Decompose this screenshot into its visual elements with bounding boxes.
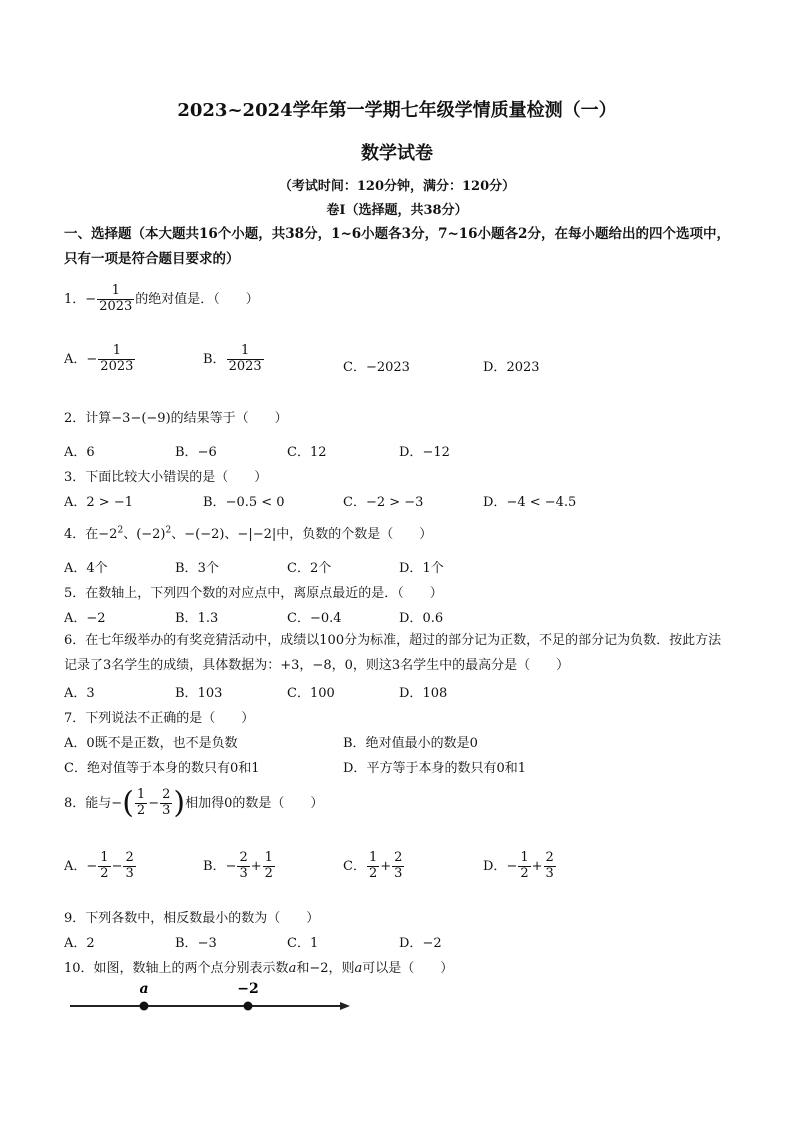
q9-option-b[interactable]: B．−3 [175, 936, 217, 951]
question-7: 7．下列说法不正确的是（ ） [64, 711, 255, 726]
q6-option-d[interactable]: D．108 [399, 686, 448, 701]
q4-option-a[interactable]: A．4个 [64, 561, 108, 576]
point-minus-2 [244, 1002, 253, 1011]
point-a [140, 1002, 149, 1011]
exam-note: （考试时间：120分钟，满分：120分） [278, 179, 516, 194]
section-title: 一、选择题（本大题共16个小题，共38分，1~6小题各3分，7~16小题各2分，在每小题给出的四个选项中，只有一项是符合题目要求的） [64, 226, 730, 267]
q1-option-d[interactable]: D．2023 [483, 360, 540, 375]
question-4: 4．在$-2^2$、$(-2)^2$、−(−2)、−|−2|中，负数的个数是（ ） [64, 525, 433, 542]
q8-option-c[interactable]: C． $\frac{1}{2}$ + $\frac{2}{3}$ [343, 850, 403, 881]
q3-option-b[interactable]: B．−0.5 < 0 [203, 495, 285, 510]
question-5: 5．在数轴上，下列四个数的对应点中，离原点最近的是．（ ） [64, 586, 443, 601]
q2-option-d[interactable]: D．−12 [399, 445, 450, 460]
q8-option-a[interactable]: A．− $\frac{1}{2}$ − $\frac{2}{3}$ [64, 850, 134, 881]
q3-option-c[interactable]: C．−2 > −3 [343, 495, 424, 510]
point-minus-2-label: −2 [237, 981, 259, 997]
q2-option-a[interactable]: A．6 [64, 445, 95, 460]
q6-option-a[interactable]: A．3 [64, 686, 95, 701]
fraction: $\frac{1}{2023}$ [99, 283, 133, 314]
q5-option-c[interactable]: C．−0.4 [287, 611, 342, 626]
q7-option-c[interactable]: C．绝对值等于本身的数只有0和1 [64, 761, 260, 776]
q1-option-a[interactable]: A．− $\frac{1}{2023}$ [64, 343, 134, 374]
q8-option-b[interactable]: B．− $\frac{2}{3}$ + $\frac{1}{2}$ [203, 850, 273, 881]
question-10: 10．如图，数轴上的两个点分别表示数a和−2，则a可以是（ ） [64, 961, 454, 976]
question-6: 6．在七年级举办的有奖竞猜活动中，成绩以100分为标准，超过的部分记为正数，不足的部分记为负数．按此方法记录了3名学生的成绩，具体数据为：+3，−8，0，则这3名学生中的最高分是（ ） [64, 633, 722, 673]
exam-subtitle: 数学试卷 [361, 143, 433, 164]
question-3: 3．下面比较大小错误的是（ ） [64, 470, 268, 485]
q1-option-c[interactable]: C．−2023 [343, 360, 410, 375]
q7-option-b[interactable]: B．绝对值最小的数是0 [343, 736, 478, 751]
q7-option-d[interactable]: D．平方等于本身的数只有0和1 [343, 761, 526, 776]
q2-option-c[interactable]: C．12 [287, 445, 327, 460]
question-2: 2．计算−3−(−9)的结果等于（ ） [64, 411, 288, 426]
q1-option-b[interactable]: B． $\frac{1}{2023}$ [203, 343, 262, 374]
question-8: 8．能与−( $\frac{1}{2}$ − $\frac{2}{3}$ )相加得0的数是（ ） [64, 785, 324, 821]
q4-option-b[interactable]: B．3个 [175, 561, 219, 576]
exam-title: 2023~2024学年第一学期七年级学情质量检测（一） [177, 100, 617, 121]
q4-option-d[interactable]: D．1个 [399, 561, 444, 576]
question-1: 1．− $\frac{1}{2023}$ 的绝对值是．（ ） [64, 283, 259, 314]
number-line-figure [64, 975, 364, 1020]
q9-option-d[interactable]: D．−2 [399, 936, 442, 951]
q6-option-c[interactable]: C．100 [287, 686, 335, 701]
q3-option-d[interactable]: D．−4 < −4.5 [483, 495, 577, 510]
part-title: 卷Ⅰ（选择题，共38分） [326, 203, 468, 218]
q8-option-d[interactable]: D．− $\frac{1}{2}$ + $\frac{2}{3}$ [483, 850, 554, 881]
q9-option-c[interactable]: C．1 [287, 936, 319, 951]
q9-option-a[interactable]: A．2 [64, 936, 95, 951]
question-9: 9．下列各数中，相反数最小的数为（ ） [64, 911, 320, 926]
point-a-label: a [139, 981, 149, 997]
q2-option-b[interactable]: B．−6 [175, 445, 217, 460]
q7-option-a[interactable]: A．0既不是正数，也不是负数 [64, 736, 238, 751]
q3-option-a[interactable]: A．2 > −1 [64, 495, 133, 510]
q5-option-a[interactable]: A．−2 [64, 611, 106, 626]
q4-option-c[interactable]: C．2个 [287, 561, 332, 576]
q5-option-b[interactable]: B．1.3 [175, 611, 219, 626]
q6-option-b[interactable]: B．103 [175, 686, 223, 701]
arrow-right-icon [340, 1002, 350, 1010]
q5-option-d[interactable]: D．0.6 [399, 611, 444, 626]
